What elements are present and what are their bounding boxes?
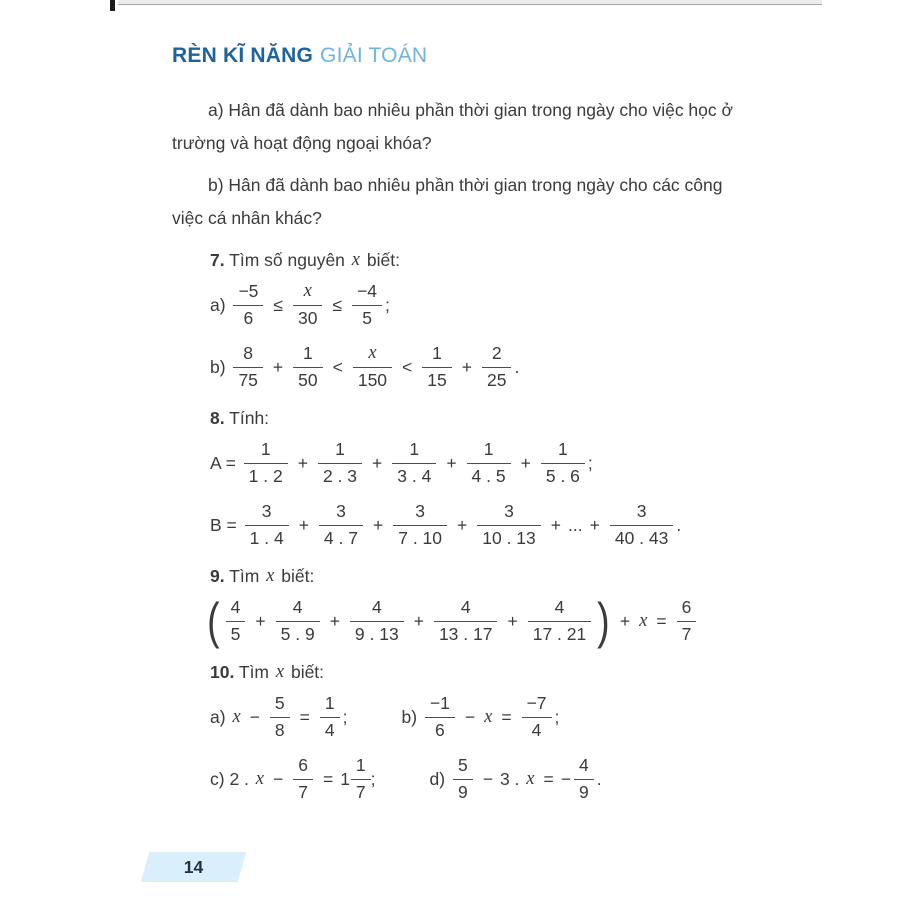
operator: + [413,610,424,631]
math-text: ; [342,706,348,727]
fraction-numerator: 4 [226,598,246,622]
fraction [434,598,498,644]
fraction-denominator: 40 . 43 [614,527,669,548]
fraction-numerator: x [293,281,322,306]
fraction-denominator: 4 . 7 [323,527,358,548]
problem-7-line-a [210,279,772,331]
fraction [541,440,585,486]
operator: = [299,706,310,727]
fraction-denominator: 6 [243,307,254,328]
mixed-number [340,756,370,802]
fraction-numerator: 6 [293,756,313,780]
variable-x: x [275,661,285,682]
math-text: B = [210,514,242,535]
fraction-numerator: 1 [320,694,340,718]
problem-8 [172,405,772,551]
fraction-numerator: 4 [528,598,592,622]
fraction-numerator: x [353,343,392,368]
fraction-denominator: 5 . 6 [545,465,580,486]
math-text: . [676,514,682,535]
operator: = [543,768,554,789]
fraction-numerator: 4 [276,598,320,622]
problem-9-title [210,563,772,589]
problem-number: 10. [210,661,235,682]
operator: − [272,768,284,789]
operator: + [255,610,266,631]
math-text: . [596,768,602,789]
fraction-numerator: 2 [482,344,511,368]
fraction-denominator: 7 [298,781,308,802]
fraction [270,694,290,740]
math-text: ... [568,514,583,535]
fraction-denominator: 5 [230,623,241,644]
problem-9 [172,563,772,647]
fraction-numerator: −4 [352,282,382,306]
parenthesis: ) [597,593,610,649]
fraction-numerator: 6 [677,598,697,622]
fraction [610,502,674,548]
fraction [528,598,592,644]
operator: + [520,452,531,473]
variable-x: x [255,768,264,789]
fraction-denominator: 1 . 4 [249,527,284,548]
page-number: 14 [183,856,204,877]
fraction-denominator: 10 . 13 [482,527,536,548]
fraction [522,694,552,740]
fraction-denominator: 3 . 4 [397,465,432,486]
operator: + [272,356,284,377]
fraction [353,343,392,390]
fraction [482,344,511,390]
problem-9-equation [204,595,772,647]
math-text: ; [385,294,390,315]
variable-x: x [484,706,493,727]
fraction [233,344,262,390]
fraction [351,756,371,802]
fraction [425,694,455,740]
variable-x: x [639,610,648,631]
fraction-denominator: 2 . 3 [322,465,358,486]
operator: + [589,514,600,535]
operator: ≤ [332,294,343,315]
fraction [233,282,263,328]
fraction-denominator: 6 [435,719,445,740]
fraction-numerator: 5 [453,756,473,780]
variable-x: x [266,565,275,586]
fraction-denominator: 7 [355,781,366,802]
math-text: Tìm số nguyên [224,249,350,270]
fraction-numerator: −1 [425,694,455,718]
fraction-numerator: 1 [351,756,371,780]
problem-number: 9. [210,565,225,586]
math-text: biết: [276,565,315,586]
fraction [319,502,363,548]
page-edge-band [118,0,822,5]
page-number-badge [145,852,242,882]
problem-number: 7. [210,249,225,270]
operator: + [507,610,518,631]
fraction [226,598,246,644]
math-text: b) [210,356,231,377]
fraction-denominator: 7 [681,623,692,644]
fraction-numerator: 4 [574,756,594,780]
problem-number: 8. [210,407,225,428]
fraction [477,502,541,548]
fraction-numerator: −5 [233,282,263,306]
fraction-numerator: 3 [319,502,363,526]
fraction-numerator: −7 [522,694,552,718]
math-text: . [514,356,520,377]
intro-question-a: a) Hân đã dành bao nhiêu phần thời gian trong ngày cho việc học ở trường và hoạt động ngoại khóa? [172,100,733,153]
fraction [293,344,322,390]
operator: = [322,768,334,789]
math-text: biết: [286,661,325,682]
math-text: Tính: [224,407,270,428]
fraction-numerator: 4 [434,598,498,622]
fraction [574,756,594,802]
math-text: Tìm [234,661,274,682]
intro-question-b: b) Hân đã dành bao nhiêu phần thời gian trong ngày cho các công việc cá nhân khác? [172,175,723,228]
fraction-numerator: 4 [350,598,404,622]
operator: + [457,514,468,535]
math-text: c) 2 . [210,768,254,789]
math-text: 3 . [499,768,525,789]
page-edge-tick [110,0,115,11]
fraction-denominator: 4 [324,719,335,740]
fraction-numerator: 3 [610,502,674,526]
problem-7-title [210,247,772,273]
operator: + [446,452,457,473]
section-header-bold: RÈN KĨ NĂNG [172,44,314,67]
operator: − [482,768,493,789]
fraction-denominator: 8 [274,719,285,740]
problem-8-line-A [210,437,772,489]
fraction [293,281,322,328]
fraction [453,756,473,802]
fraction-denominator: 4 . 5 [471,465,506,486]
page-content [172,44,772,815]
fraction-numerator: 3 [393,502,447,526]
math-text: b) [401,706,422,727]
variable-x: x [351,249,360,270]
operator: + [461,356,472,377]
math-text: biết: [362,249,400,270]
section-header-light: GIẢI TOÁN [320,44,428,67]
math-text: ; [370,768,376,789]
operator: + [298,514,309,535]
parenthesis: ( [207,593,220,649]
fraction-denominator: 7 . 10 [398,527,443,548]
fraction-numerator: 3 [477,502,541,526]
operator: + [297,452,308,473]
fraction-denominator: 5 . 9 [280,623,315,644]
fraction-numerator: 1 [293,344,322,368]
operator: = [501,706,512,727]
fraction-numerator: 1 [392,440,436,464]
problem-7 [172,247,772,393]
fraction-denominator: 75 [238,369,258,390]
operator: + [619,610,631,631]
fraction [245,502,289,548]
operator: − [464,706,476,727]
fraction-numerator: 3 [245,502,289,526]
variable-x: x [526,768,535,789]
operator: = [656,610,667,631]
math-text: ; [587,452,593,473]
fraction [422,344,451,390]
operator: < [332,356,343,377]
operator: ≤ [273,294,283,315]
fraction-numerator: 1 [422,344,451,368]
fraction-denominator: 4 [531,719,542,740]
fraction [276,598,320,644]
math-text: a) [210,294,231,315]
fraction-denominator: 150 [357,370,388,391]
fraction [677,598,697,644]
fraction-numerator: 1 [541,440,585,464]
fraction-denominator: 15 [427,369,447,390]
problem-7-line-b [210,341,772,393]
fraction-numerator: 1 [318,440,362,464]
problem-10-title [210,659,772,685]
variable-x: x [232,706,241,727]
fraction-denominator: 5 [362,307,372,328]
fraction [392,440,436,486]
fraction [318,440,362,486]
problem-10-row-cd [210,753,772,805]
fraction-numerator: 1 [467,440,511,464]
fraction-denominator: 1 . 2 [248,465,283,486]
fraction-denominator: 13 . 17 [438,623,493,644]
problem-10-row-ab [210,691,772,743]
fraction-numerator: 8 [233,344,262,368]
fraction-numerator: 1 [244,440,288,464]
problem-10 [172,659,772,805]
fraction [393,502,447,548]
fraction-denominator: 25 [486,369,507,390]
mixed-number-whole: 1 [340,768,350,789]
operator: + [372,514,384,535]
fraction-numerator: 5 [270,694,290,718]
fraction [467,440,511,486]
problem-8-line-B [210,499,772,551]
math-text: d) [429,768,450,789]
math-text: A = [210,452,241,473]
fraction-denominator: 9 . 13 [354,623,399,644]
fraction-denominator: 9 [457,781,468,802]
operator: + [329,610,340,631]
operator: + [372,452,383,473]
fraction [293,756,313,802]
math-text: Tìm [224,565,265,586]
operator: + [550,514,562,535]
section-header [172,44,772,68]
fraction-denominator: 17 . 21 [532,623,587,644]
fraction-denominator: 9 [578,781,589,802]
fraction [352,282,382,328]
math-text: a) [210,706,231,727]
fraction-denominator: 30 [298,308,318,329]
fraction [244,440,288,486]
problem-8-title [210,405,772,431]
fraction-denominator: 50 [298,369,318,390]
operator: < [402,356,413,377]
math-text: ; [554,706,560,727]
math-text: − [560,768,571,789]
operator: − [249,706,260,727]
fraction [350,598,404,644]
fraction [320,694,340,740]
